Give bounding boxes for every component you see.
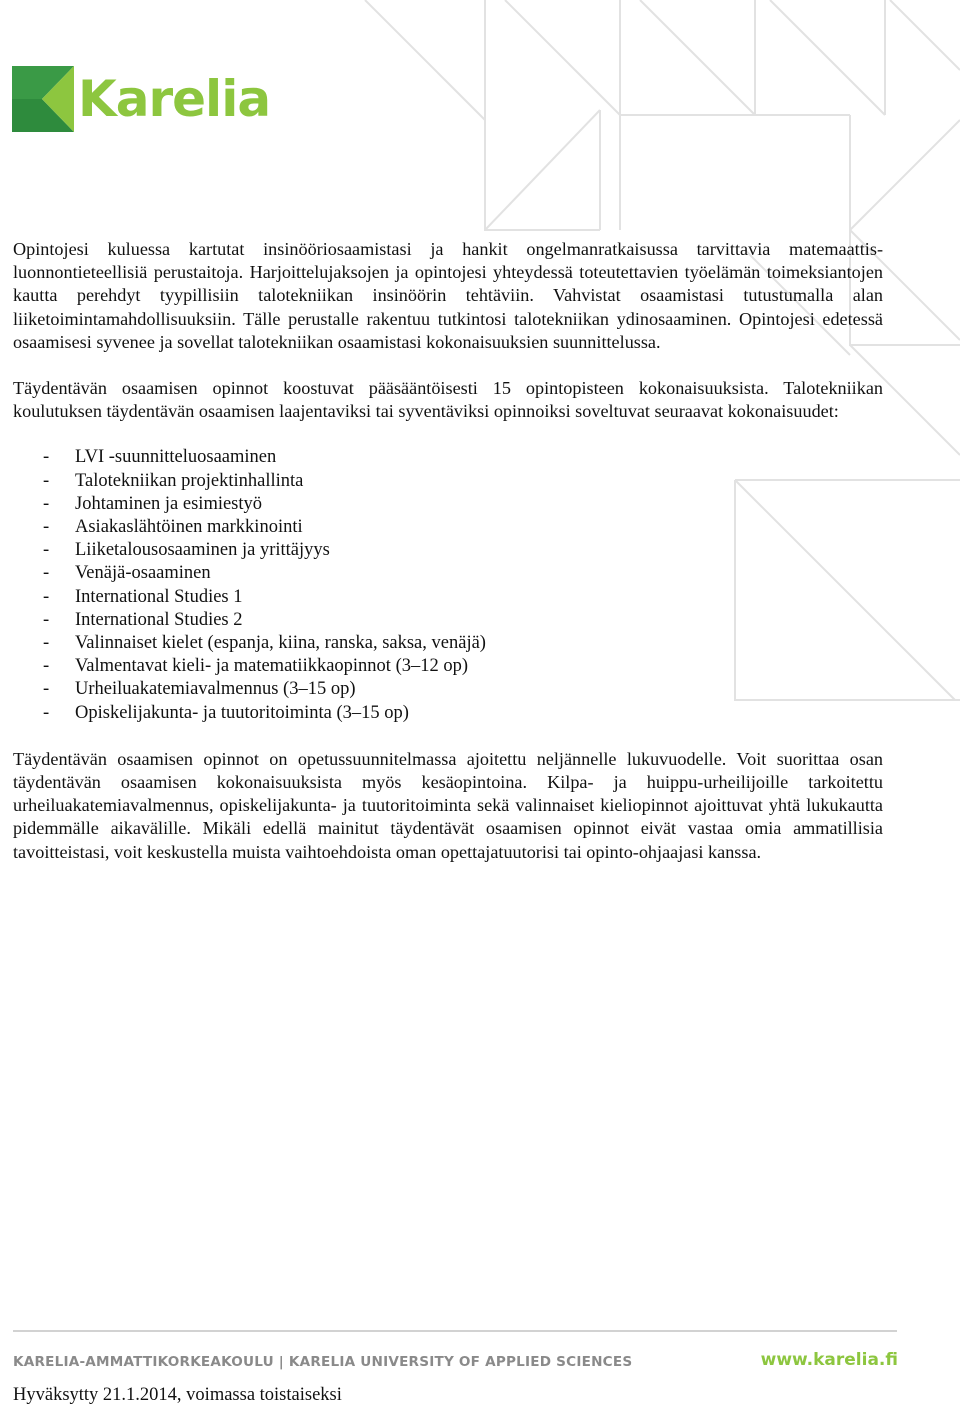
list-item: - Liiketalousosaaminen ja yrittäjyys xyxy=(43,540,330,561)
list-item: - Urheiluakatemiavalmennus (3–15 op) xyxy=(43,679,356,700)
list-item: - International Studies 2 xyxy=(43,609,243,630)
logo-wordmark: Karelia xyxy=(78,70,271,128)
supplementary-studies-paragraph: Täydentävän osaamisen opinnot koostuvat pääsääntöisesti 15 opintopisteen kokonaisuuksista. Talotekniikan koulutuksen täydentävän osaamisen laajentaviksi tai syventäviksi opinnoiksi soveltuvat seuraavat kokonaisuudet: xyxy=(13,378,883,422)
list-item: - Johtaminen ja esimiestyö xyxy=(43,493,263,514)
document-body xyxy=(13,238,883,864)
list-item: - Venäjä-osaaminen xyxy=(43,563,211,584)
list-item: - International Studies 1 xyxy=(43,586,243,607)
scheduling-paragraph: Täydentävän osaamisen opinnot on opetussuunnitelmassa ajoitettu neljännelle lukuvuodelle. Voit suorittaa osan täydentävän osaamisen kokonaisuuksista myös kesäopintoina. Kilpa- ja huippu-urheilijoille tarkoitettu urheiluakatemiavalmennus, opiskelijakunta- ja tuutoritoiminta sekä valinnaiset kieliopinnot ajoittuvat yhtä lukukautta pidemmälle aikavälille. Mikäli edellä mainitut täydentävät osaamisen opinnot eivät vastaa omia ammatillisia tavoitteistasi, voit keskustella muista vaihtoehdoista oman opettajatuutorisi tai opinto-ohjaajasi kanssa. xyxy=(13,748,883,862)
list-item: - LVI -suunnitteluosaaminen xyxy=(43,447,277,468)
list-item: - Opiskelijakunta- ja tuutoritoiminta (3–15 op) xyxy=(43,702,409,723)
footer-divider xyxy=(13,1330,897,1332)
list-item: - Asiakaslähtöinen markkinointi xyxy=(43,517,303,538)
karelia-k-mark-icon xyxy=(12,66,74,132)
karelia-logo xyxy=(12,66,270,132)
list-item: - Valmentavat kieli- ja matematiikkaopinnot (3–12 op) xyxy=(43,656,469,677)
footer-website-link[interactable]: www.karelia.fi xyxy=(760,1350,898,1370)
list-item: - Talotekniikan projektinhallinta xyxy=(43,470,304,491)
approval-note: Hyväksytty 21.1.2014, voimassa toistaiseksi xyxy=(13,1385,342,1405)
list-item: - Valinnaiset kielet (espanja, kiina, ranska, saksa, venäjä) xyxy=(43,633,486,654)
study-module-list xyxy=(13,446,883,724)
footer-institution-name: KARELIA-AMMATTIKORKEAKOULU | KARELIA UNIVERSITY OF APPLIED SCIENCES xyxy=(13,1354,633,1370)
intro-paragraph: Opintojesi kuluessa kartutat insinööriosaamistasi ja hankit ongelmanratkaisussa tarvittavia matemaattisluonnontieteellisiä perustaitoja. Harjoittelujaksojen ja opintojesi yhteydessä toteutettavien työelämän toimeksiantojen kautta perehdyt tyypillisiin talotekniikan insinöörin tehtäviin. Vahvistat osaamistasi tutustumalla alan liiketoimintamahdollisuuksiin. Tälle perustalle rakentuu tutkintosi talotekniikan ydinosaaminen. Opintojesi edetessä osaamisesi syvenee ja sovellat talotekniikan osaamistasi kokonaisuuksien suunnittelussa. xyxy=(13,239,883,352)
